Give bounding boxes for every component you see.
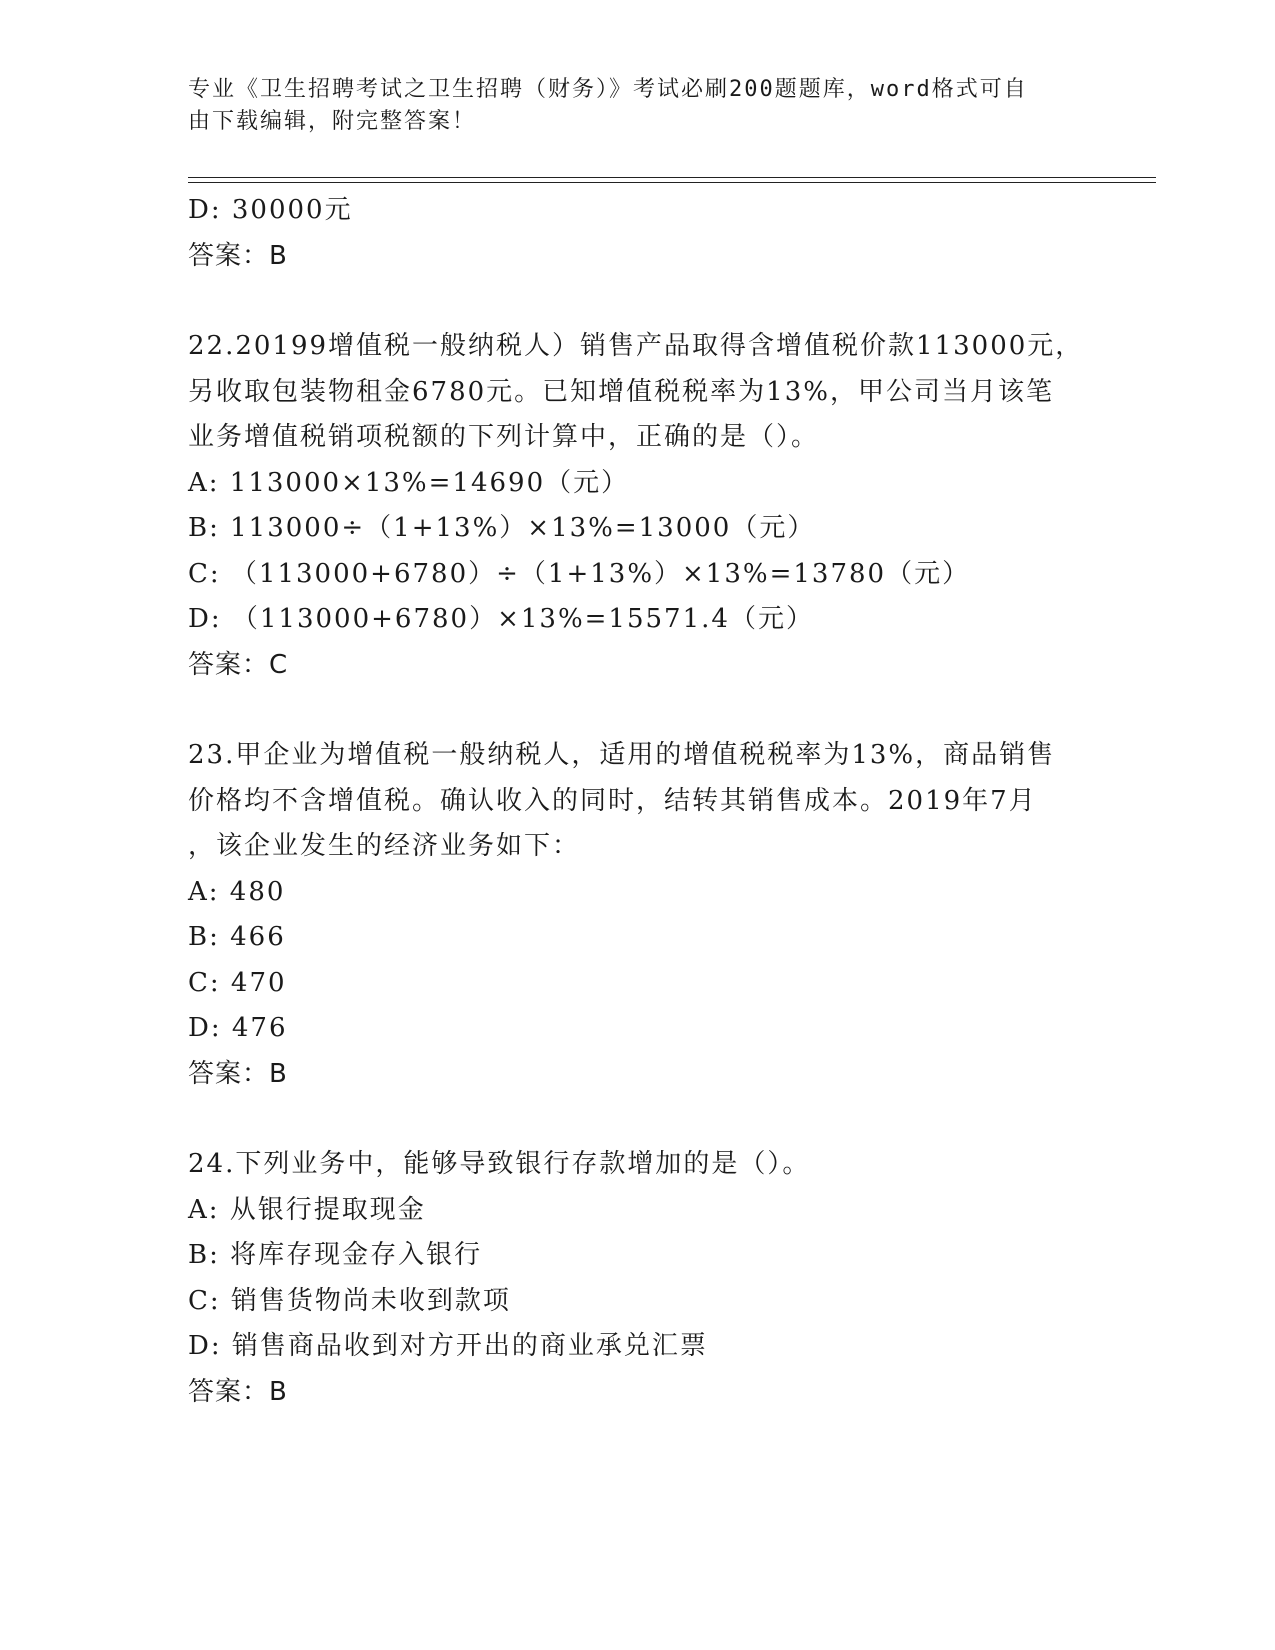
option-d: D: 476 bbox=[188, 1013, 288, 1043]
question-stem-line: 业务增值税销项税额的下列计算中，正确的是（）。 bbox=[188, 422, 820, 452]
question-stem-line: 22.20199增值税一般纳税人）销售产品取得含增值税价款113000元， bbox=[188, 331, 1084, 361]
question-stem-line: 另收取包装物租金6780元。已知增值税税率为13%，甲公司当月该笔 bbox=[188, 376, 1054, 407]
question-23 bbox=[188, 733, 1088, 1097]
option-a: A: 从银行提取现金 bbox=[188, 1194, 426, 1225]
answer: 答案：B bbox=[188, 240, 288, 271]
header-line-1: 专业《卫生招聘考试之卫生招聘（财务）》考试必刷200题题库，word格式可自 bbox=[188, 77, 1028, 102]
answer: 答案：C bbox=[188, 649, 289, 680]
question-21-tail bbox=[188, 188, 1088, 279]
answer: 答案：B bbox=[188, 1058, 288, 1089]
option-d: D: 30000元 bbox=[188, 195, 353, 225]
answer: 答案：B bbox=[188, 1376, 288, 1407]
option-a: A: 113000×13%=14690（元） bbox=[188, 467, 630, 498]
header-divider-top bbox=[188, 177, 1156, 178]
spacer bbox=[188, 279, 1088, 324]
question-stem-line: ，该企业发生的经济业务如下： bbox=[188, 831, 581, 861]
option-d: D: 销售商品收到对方开出的商业承兑汇票 bbox=[188, 1331, 708, 1361]
option-c: C: 销售货物尚未收到款项 bbox=[188, 1285, 511, 1316]
question-22 bbox=[188, 324, 1088, 688]
page-header bbox=[188, 74, 1068, 138]
question-24 bbox=[188, 1142, 1088, 1415]
header-divider-bottom bbox=[188, 182, 1156, 183]
spacer bbox=[188, 1097, 1088, 1142]
option-b: B: 113000÷（1+13%）×13%=13000（元） bbox=[188, 513, 816, 543]
option-d: D: （113000+6780）×13%=15571.4（元） bbox=[188, 604, 814, 634]
spacer bbox=[188, 688, 1088, 733]
question-stem-line: 价格均不含增值税。确认收入的同时，结转其销售成本。2019年7月 bbox=[188, 785, 1037, 816]
option-c: C: 470 bbox=[188, 967, 287, 998]
option-a: A: 480 bbox=[188, 876, 286, 907]
question-stem-line: 24.下列业务中，能够导致银行存款增加的是（）。 bbox=[188, 1149, 811, 1179]
option-b: B: 466 bbox=[188, 922, 286, 952]
header-line-2: 由下载编辑，附完整答案！ bbox=[188, 109, 477, 134]
option-b: B: 将库存现金存入银行 bbox=[188, 1240, 483, 1270]
option-c: C: （113000+6780）÷（1+13%）×13%=13780（元） bbox=[188, 558, 971, 589]
question-content bbox=[188, 188, 1088, 1415]
question-stem-line: 23.甲企业为增值税一般纳税人，适用的增值税税率为13%，商品销售 bbox=[188, 740, 1056, 770]
